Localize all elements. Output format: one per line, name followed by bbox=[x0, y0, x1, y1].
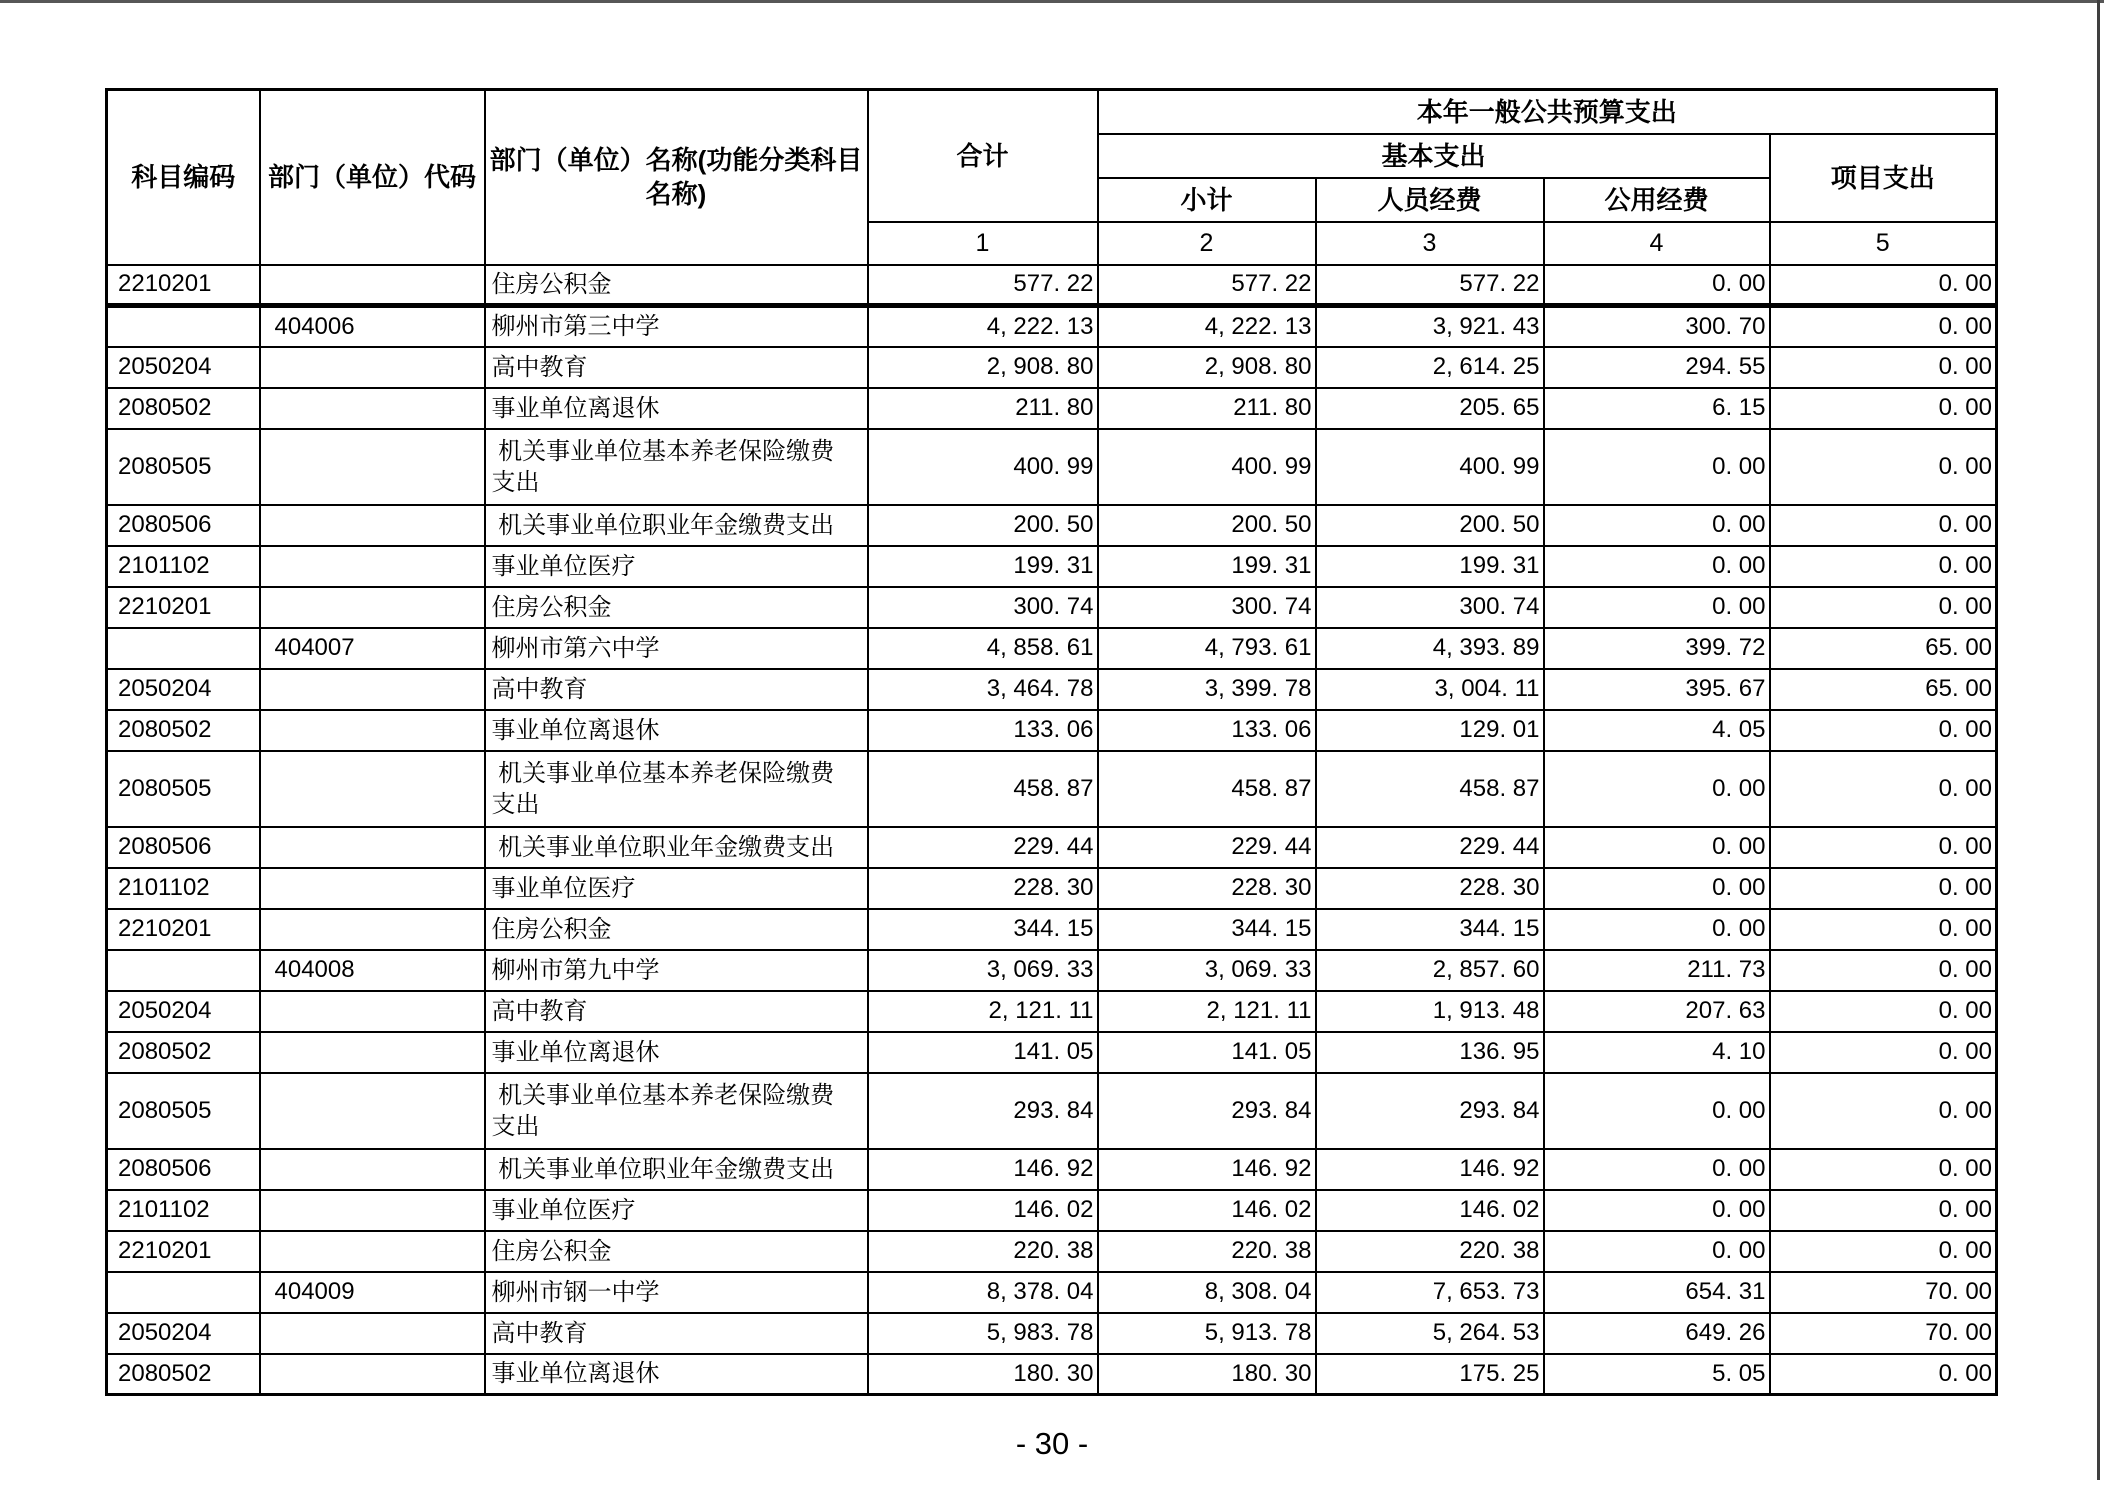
cell-public-funds: 294. 55 bbox=[1544, 347, 1770, 388]
cell-total: 211. 80 bbox=[868, 388, 1098, 429]
cell-public-funds: 6. 15 bbox=[1544, 388, 1770, 429]
cell-dept-code bbox=[260, 991, 485, 1032]
cell-public-funds: 395. 67 bbox=[1544, 669, 1770, 710]
cell-dept-name: 柳州市第六中学 bbox=[485, 628, 868, 669]
cell-subject-code: 2080505 bbox=[107, 751, 260, 827]
table-row bbox=[107, 505, 1997, 546]
cell-project-expenditure: 0. 00 bbox=[1770, 1149, 1997, 1190]
header-subtotal: 小计 bbox=[1098, 178, 1316, 222]
header-project-expenditure: 项目支出 bbox=[1770, 134, 1997, 222]
cell-total: 229. 44 bbox=[868, 827, 1098, 868]
cell-public-funds: 0. 00 bbox=[1544, 1149, 1770, 1190]
cell-personnel-funds: 293. 84 bbox=[1316, 1073, 1544, 1149]
cell-dept-code bbox=[260, 751, 485, 827]
cell-total: 4, 858. 61 bbox=[868, 628, 1098, 669]
table-row bbox=[107, 991, 1997, 1032]
cell-personnel-funds: 220. 38 bbox=[1316, 1231, 1544, 1272]
cell-subject-code: 2210201 bbox=[107, 909, 260, 950]
cell-project-expenditure: 0. 00 bbox=[1770, 1190, 1997, 1231]
cell-project-expenditure: 0. 00 bbox=[1770, 1073, 1997, 1149]
cell-subtotal: 228. 30 bbox=[1098, 868, 1316, 909]
cell-personnel-funds: 229. 44 bbox=[1316, 827, 1544, 868]
cell-project-expenditure: 0. 00 bbox=[1770, 505, 1997, 546]
cell-personnel-funds: 129. 01 bbox=[1316, 710, 1544, 751]
cell-project-expenditure: 70. 00 bbox=[1770, 1272, 1997, 1313]
cell-dept-name: 高中教育 bbox=[485, 347, 868, 388]
cell-public-funds: 0. 00 bbox=[1544, 1190, 1770, 1231]
cell-subtotal: 146. 92 bbox=[1098, 1149, 1316, 1190]
table-row bbox=[107, 546, 1997, 587]
table-header bbox=[107, 90, 1997, 265]
cell-dept-code bbox=[260, 827, 485, 868]
cell-personnel-funds: 4, 393. 89 bbox=[1316, 628, 1544, 669]
screen-right-edge-line bbox=[2097, 0, 2100, 1480]
cell-dept-code bbox=[260, 1190, 485, 1231]
cell-personnel-funds: 577. 22 bbox=[1316, 265, 1544, 306]
cell-dept-name: 机关事业单位职业年金缴费支出 bbox=[485, 827, 868, 868]
cell-total: 3, 069. 33 bbox=[868, 950, 1098, 991]
cell-dept-name: 高中教育 bbox=[485, 991, 868, 1032]
cell-project-expenditure: 0. 00 bbox=[1770, 587, 1997, 628]
cell-subject-code: 2050204 bbox=[107, 1313, 260, 1354]
cell-subject-code: 2080502 bbox=[107, 1354, 260, 1395]
cell-subject-code: 2101102 bbox=[107, 546, 260, 587]
cell-total: 300. 74 bbox=[868, 587, 1098, 628]
cell-public-funds: 0. 00 bbox=[1544, 868, 1770, 909]
cell-total: 146. 92 bbox=[868, 1149, 1098, 1190]
cell-public-funds: 4. 05 bbox=[1544, 710, 1770, 751]
cell-dept-name: 事业单位离退休 bbox=[485, 388, 868, 429]
cell-total: 400. 99 bbox=[868, 429, 1098, 505]
cell-subject-code: 2101102 bbox=[107, 868, 260, 909]
cell-public-funds: 5. 05 bbox=[1544, 1354, 1770, 1395]
cell-total: 220. 38 bbox=[868, 1231, 1098, 1272]
cell-dept-name: 事业单位医疗 bbox=[485, 868, 868, 909]
cell-public-funds: 4. 10 bbox=[1544, 1032, 1770, 1073]
cell-personnel-funds: 136. 95 bbox=[1316, 1032, 1544, 1073]
cell-dept-code: 404008 bbox=[260, 950, 485, 991]
cell-subtotal: 229. 44 bbox=[1098, 827, 1316, 868]
cell-project-expenditure: 0. 00 bbox=[1770, 306, 1997, 347]
header-col-number-5: 5 bbox=[1770, 222, 1997, 265]
cell-project-expenditure: 65. 00 bbox=[1770, 669, 1997, 710]
cell-dept-name: 机关事业单位职业年金缴费支出 bbox=[485, 505, 868, 546]
cell-dept-name: 事业单位离退休 bbox=[485, 710, 868, 751]
cell-subtotal: 300. 74 bbox=[1098, 587, 1316, 628]
table-row bbox=[107, 347, 1997, 388]
cell-dept-name: 机关事业单位基本养老保险缴费支出 bbox=[485, 429, 868, 505]
table-row bbox=[107, 710, 1997, 751]
cell-dept-code bbox=[260, 505, 485, 546]
header-col-number-4: 4 bbox=[1544, 222, 1770, 265]
screen-top-edge-line bbox=[0, 0, 2104, 3]
cell-personnel-funds: 2, 857. 60 bbox=[1316, 950, 1544, 991]
cell-project-expenditure: 0. 00 bbox=[1770, 868, 1997, 909]
cell-subject-code: 2080506 bbox=[107, 505, 260, 546]
table-row bbox=[107, 265, 1997, 306]
cell-subtotal: 8, 308. 04 bbox=[1098, 1272, 1316, 1313]
cell-dept-code bbox=[260, 1149, 485, 1190]
cell-dept-name: 机关事业单位基本养老保险缴费支出 bbox=[485, 1073, 868, 1149]
cell-project-expenditure: 70. 00 bbox=[1770, 1313, 1997, 1354]
cell-total: 200. 50 bbox=[868, 505, 1098, 546]
cell-personnel-funds: 1, 913. 48 bbox=[1316, 991, 1544, 1032]
cell-subtotal: 3, 399. 78 bbox=[1098, 669, 1316, 710]
cell-subtotal: 344. 15 bbox=[1098, 909, 1316, 950]
cell-dept-name: 机关事业单位职业年金缴费支出 bbox=[485, 1149, 868, 1190]
cell-subtotal: 2, 908. 80 bbox=[1098, 347, 1316, 388]
cell-project-expenditure: 0. 00 bbox=[1770, 909, 1997, 950]
cell-total: 133. 06 bbox=[868, 710, 1098, 751]
budget-table bbox=[105, 88, 1998, 1396]
header-subject-code: 科目编码 bbox=[107, 90, 260, 265]
cell-subtotal: 4, 793. 61 bbox=[1098, 628, 1316, 669]
cell-public-funds: 0. 00 bbox=[1544, 1231, 1770, 1272]
cell-dept-code bbox=[260, 388, 485, 429]
table-row bbox=[107, 1149, 1997, 1190]
table-row bbox=[107, 1190, 1997, 1231]
cell-project-expenditure: 0. 00 bbox=[1770, 265, 1997, 306]
table-row bbox=[107, 587, 1997, 628]
table-row bbox=[107, 1231, 1997, 1272]
cell-subject-code: 2080502 bbox=[107, 1032, 260, 1073]
cell-dept-code bbox=[260, 868, 485, 909]
cell-personnel-funds: 199. 31 bbox=[1316, 546, 1544, 587]
header-dept-code: 部门（单位）代码 bbox=[260, 90, 485, 265]
table-row bbox=[107, 429, 1997, 505]
cell-personnel-funds: 3, 004. 11 bbox=[1316, 669, 1544, 710]
cell-personnel-funds: 7, 653. 73 bbox=[1316, 1272, 1544, 1313]
cell-subject-code: 2101102 bbox=[107, 1190, 260, 1231]
cell-dept-code: 404007 bbox=[260, 628, 485, 669]
cell-total: 344. 15 bbox=[868, 909, 1098, 950]
cell-dept-name: 事业单位医疗 bbox=[485, 546, 868, 587]
cell-dept-name: 柳州市钢一中学 bbox=[485, 1272, 868, 1313]
cell-subtotal: 458. 87 bbox=[1098, 751, 1316, 827]
cell-project-expenditure: 0. 00 bbox=[1770, 1231, 1997, 1272]
table-row bbox=[107, 1272, 1997, 1313]
cell-public-funds: 0. 00 bbox=[1544, 505, 1770, 546]
table-row bbox=[107, 1354, 1997, 1395]
cell-subject-code bbox=[107, 1272, 260, 1313]
cell-subject-code: 2050204 bbox=[107, 347, 260, 388]
cell-dept-name: 住房公积金 bbox=[485, 1231, 868, 1272]
table-row bbox=[107, 1073, 1997, 1149]
table-row bbox=[107, 1313, 1997, 1354]
cell-public-funds: 0. 00 bbox=[1544, 909, 1770, 950]
cell-subtotal: 141. 05 bbox=[1098, 1032, 1316, 1073]
cell-personnel-funds: 3, 921. 43 bbox=[1316, 306, 1544, 347]
cell-public-funds: 649. 26 bbox=[1544, 1313, 1770, 1354]
cell-personnel-funds: 300. 74 bbox=[1316, 587, 1544, 628]
cell-dept-code bbox=[260, 347, 485, 388]
header-current-year-budget: 本年一般公共预算支出 bbox=[1098, 90, 1997, 134]
cell-public-funds: 0. 00 bbox=[1544, 1073, 1770, 1149]
cell-subject-code: 2080502 bbox=[107, 710, 260, 751]
header-col-number-3: 3 bbox=[1316, 222, 1544, 265]
table-row bbox=[107, 950, 1997, 991]
cell-subtotal: 180. 30 bbox=[1098, 1354, 1316, 1395]
cell-dept-code bbox=[260, 429, 485, 505]
cell-subject-code: 2080505 bbox=[107, 429, 260, 505]
cell-subject-code bbox=[107, 628, 260, 669]
header-total: 合计 bbox=[868, 90, 1098, 222]
cell-public-funds: 0. 00 bbox=[1544, 751, 1770, 827]
cell-total: 146. 02 bbox=[868, 1190, 1098, 1231]
cell-subtotal: 133. 06 bbox=[1098, 710, 1316, 751]
cell-total: 8, 378. 04 bbox=[868, 1272, 1098, 1313]
cell-public-funds: 211. 73 bbox=[1544, 950, 1770, 991]
cell-total: 141. 05 bbox=[868, 1032, 1098, 1073]
cell-dept-name: 柳州市第三中学 bbox=[485, 306, 868, 347]
cell-subtotal: 211. 80 bbox=[1098, 388, 1316, 429]
cell-subject-code: 2210201 bbox=[107, 1231, 260, 1272]
cell-public-funds: 0. 00 bbox=[1544, 429, 1770, 505]
table-row bbox=[107, 909, 1997, 950]
cell-public-funds: 0. 00 bbox=[1544, 546, 1770, 587]
table-row bbox=[107, 306, 1997, 347]
cell-subtotal: 5, 913. 78 bbox=[1098, 1313, 1316, 1354]
header-basic-expenditure: 基本支出 bbox=[1098, 134, 1770, 178]
cell-total: 5, 983. 78 bbox=[868, 1313, 1098, 1354]
cell-subtotal: 199. 31 bbox=[1098, 546, 1316, 587]
cell-dept-code bbox=[260, 1313, 485, 1354]
cell-dept-name: 高中教育 bbox=[485, 669, 868, 710]
cell-total: 3, 464. 78 bbox=[868, 669, 1098, 710]
cell-personnel-funds: 344. 15 bbox=[1316, 909, 1544, 950]
cell-subtotal: 2, 121. 11 bbox=[1098, 991, 1316, 1032]
cell-personnel-funds: 458. 87 bbox=[1316, 751, 1544, 827]
cell-dept-code bbox=[260, 1032, 485, 1073]
cell-total: 199. 31 bbox=[868, 546, 1098, 587]
table-row bbox=[107, 669, 1997, 710]
cell-personnel-funds: 146. 02 bbox=[1316, 1190, 1544, 1231]
cell-public-funds: 0. 00 bbox=[1544, 265, 1770, 306]
cell-subject-code bbox=[107, 950, 260, 991]
cell-dept-name: 住房公积金 bbox=[485, 909, 868, 950]
cell-project-expenditure: 0. 00 bbox=[1770, 429, 1997, 505]
table-row bbox=[107, 388, 1997, 429]
header-personnel-funds: 人员经费 bbox=[1316, 178, 1544, 222]
cell-subject-code: 2080505 bbox=[107, 1073, 260, 1149]
cell-public-funds: 399. 72 bbox=[1544, 628, 1770, 669]
cell-project-expenditure: 0. 00 bbox=[1770, 991, 1997, 1032]
cell-dept-code bbox=[260, 265, 485, 306]
cell-total: 2, 908. 80 bbox=[868, 347, 1098, 388]
cell-dept-code bbox=[260, 669, 485, 710]
cell-subject-code: 2050204 bbox=[107, 991, 260, 1032]
cell-total: 293. 84 bbox=[868, 1073, 1098, 1149]
cell-dept-code bbox=[260, 587, 485, 628]
cell-subject-code: 2080502 bbox=[107, 388, 260, 429]
cell-personnel-funds: 5, 264. 53 bbox=[1316, 1313, 1544, 1354]
cell-dept-code: 404009 bbox=[260, 1272, 485, 1313]
table-row bbox=[107, 868, 1997, 909]
cell-total: 228. 30 bbox=[868, 868, 1098, 909]
table-row bbox=[107, 1032, 1997, 1073]
table-row bbox=[107, 827, 1997, 868]
cell-total: 577. 22 bbox=[868, 265, 1098, 306]
cell-dept-code bbox=[260, 909, 485, 950]
cell-project-expenditure: 0. 00 bbox=[1770, 1032, 1997, 1073]
cell-total: 180. 30 bbox=[868, 1354, 1098, 1395]
cell-dept-name: 住房公积金 bbox=[485, 265, 868, 306]
cell-dept-name: 事业单位离退休 bbox=[485, 1354, 868, 1395]
cell-project-expenditure: 0. 00 bbox=[1770, 751, 1997, 827]
cell-subtotal: 3, 069. 33 bbox=[1098, 950, 1316, 991]
header-public-funds: 公用经费 bbox=[1544, 178, 1770, 222]
cell-dept-code bbox=[260, 1073, 485, 1149]
cell-subtotal: 146. 02 bbox=[1098, 1190, 1316, 1231]
cell-project-expenditure: 0. 00 bbox=[1770, 710, 1997, 751]
cell-dept-name: 住房公积金 bbox=[485, 587, 868, 628]
cell-subtotal: 400. 99 bbox=[1098, 429, 1316, 505]
header-dept-name: 部门（单位）名称(功能分类科目名称) bbox=[485, 90, 868, 265]
cell-dept-code: 404006 bbox=[260, 306, 485, 347]
cell-personnel-funds: 400. 99 bbox=[1316, 429, 1544, 505]
cell-personnel-funds: 228. 30 bbox=[1316, 868, 1544, 909]
cell-project-expenditure: 0. 00 bbox=[1770, 1354, 1997, 1395]
cell-subtotal: 220. 38 bbox=[1098, 1231, 1316, 1272]
cell-project-expenditure: 0. 00 bbox=[1770, 388, 1997, 429]
cell-subject-code: 2210201 bbox=[107, 587, 260, 628]
cell-total: 2, 121. 11 bbox=[868, 991, 1098, 1032]
cell-subject-code: 2080506 bbox=[107, 827, 260, 868]
cell-total: 458. 87 bbox=[868, 751, 1098, 827]
cell-personnel-funds: 205. 65 bbox=[1316, 388, 1544, 429]
cell-public-funds: 207. 63 bbox=[1544, 991, 1770, 1032]
cell-project-expenditure: 0. 00 bbox=[1770, 950, 1997, 991]
cell-personnel-funds: 146. 92 bbox=[1316, 1149, 1544, 1190]
cell-subject-code: 2050204 bbox=[107, 669, 260, 710]
cell-public-funds: 654. 31 bbox=[1544, 1272, 1770, 1313]
cell-dept-name: 事业单位离退休 bbox=[485, 1032, 868, 1073]
cell-subject-code: 2210201 bbox=[107, 265, 260, 306]
cell-dept-code bbox=[260, 710, 485, 751]
cell-subtotal: 577. 22 bbox=[1098, 265, 1316, 306]
table-row bbox=[107, 751, 1997, 827]
cell-project-expenditure: 0. 00 bbox=[1770, 546, 1997, 587]
header-col-number-1: 1 bbox=[868, 222, 1098, 265]
cell-personnel-funds: 175. 25 bbox=[1316, 1354, 1544, 1395]
cell-project-expenditure: 0. 00 bbox=[1770, 347, 1997, 388]
table-body bbox=[107, 265, 1997, 1395]
cell-subject-code bbox=[107, 306, 260, 347]
cell-total: 4, 222. 13 bbox=[868, 306, 1098, 347]
cell-dept-name: 高中教育 bbox=[485, 1313, 868, 1354]
cell-subtotal: 293. 84 bbox=[1098, 1073, 1316, 1149]
cell-personnel-funds: 200. 50 bbox=[1316, 505, 1544, 546]
cell-dept-name: 事业单位医疗 bbox=[485, 1190, 868, 1231]
header-col-number-2: 2 bbox=[1098, 222, 1316, 265]
table-row bbox=[107, 628, 1997, 669]
cell-dept-name: 机关事业单位基本养老保险缴费支出 bbox=[485, 751, 868, 827]
cell-personnel-funds: 2, 614. 25 bbox=[1316, 347, 1544, 388]
page-number: - 30 - bbox=[1015, 1426, 1089, 1461]
cell-subtotal: 200. 50 bbox=[1098, 505, 1316, 546]
cell-project-expenditure: 0. 00 bbox=[1770, 827, 1997, 868]
cell-subtotal: 4, 222. 13 bbox=[1098, 306, 1316, 347]
cell-dept-code bbox=[260, 1231, 485, 1272]
cell-public-funds: 0. 00 bbox=[1544, 587, 1770, 628]
cell-subject-code: 2080506 bbox=[107, 1149, 260, 1190]
cell-project-expenditure: 65. 00 bbox=[1770, 628, 1997, 669]
cell-dept-code bbox=[260, 546, 485, 587]
cell-public-funds: 0. 00 bbox=[1544, 827, 1770, 868]
cell-dept-name: 柳州市第九中学 bbox=[485, 950, 868, 991]
cell-dept-code bbox=[260, 1354, 485, 1395]
cell-public-funds: 300. 70 bbox=[1544, 306, 1770, 347]
